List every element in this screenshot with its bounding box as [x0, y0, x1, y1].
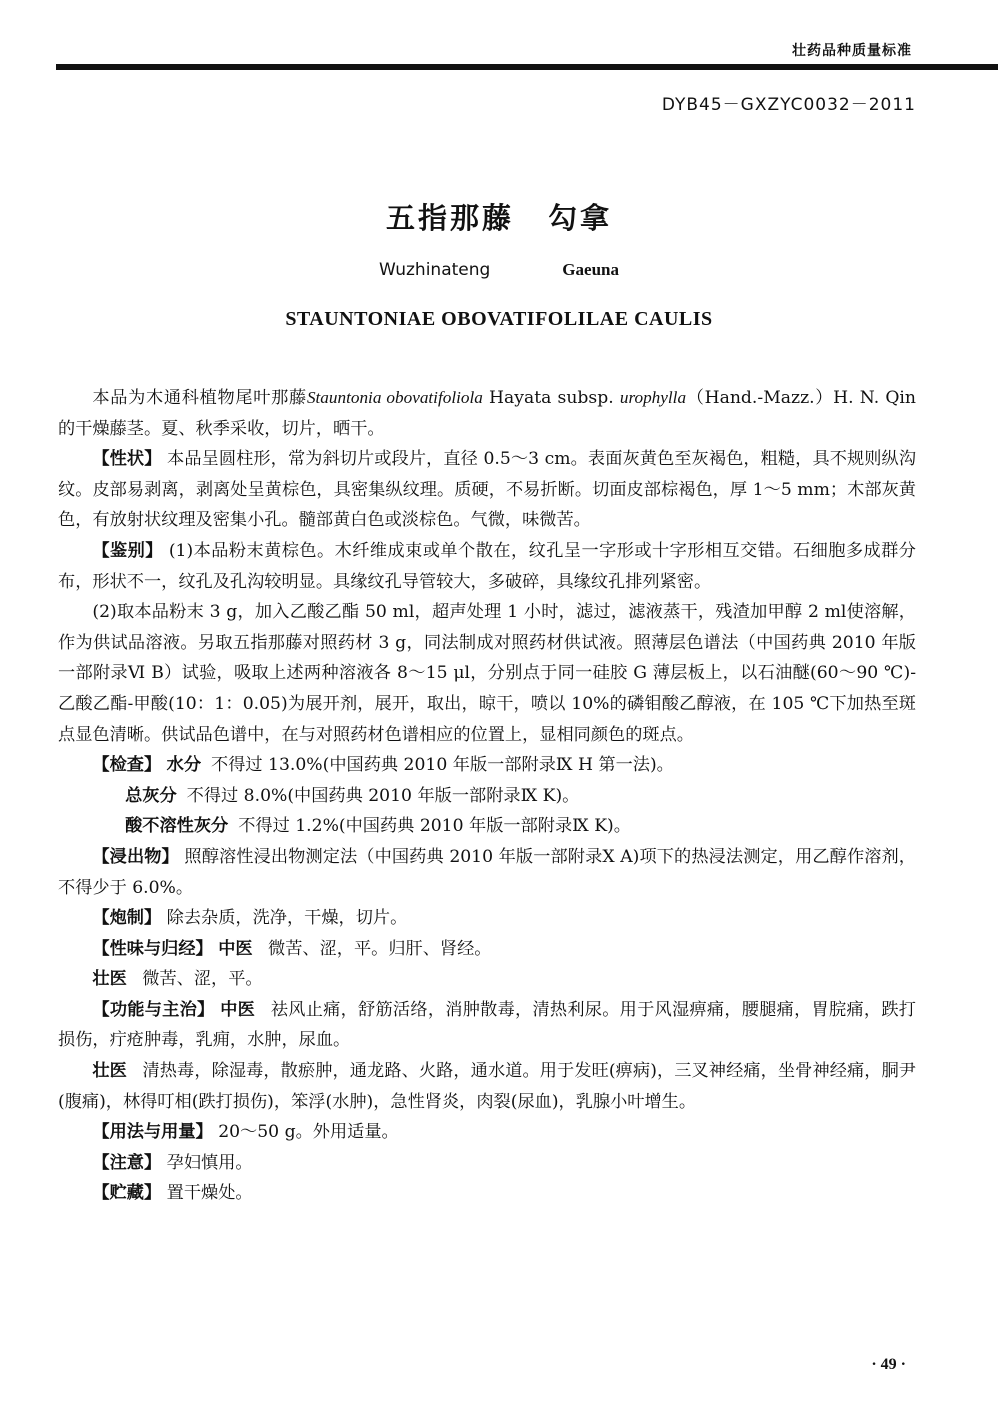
section-xingzhuang: [58, 444, 916, 536]
section-text: (2)取本品粉末 3 g，加入乙酸乙酯 50 ml，超声处理 1 小时，滤过，滤液蒸干，残渣加甲醇 2 ml使溶解，作为供试品溶液。另取五指那藤对照药材 3 g，同法制成对照药材供试液。照薄层色谱法（中国药典 2010 年版一部附录Ⅵ B）试验，吸取上述两种溶液各 8～15 μl，分别点于同一硅胶 G 薄层板上，以石油醚(60～90 ℃)-乙酸乙酯-甲酸(10：1：0.05)为展开剂，展开，取出，晾干，喷以 10%的磷钼酸乙醇液，在 105 ℃下加热至斑点显色清晰。供试品色谱中，在与对照药材色谱相应的位置上，显相同颜色的斑点。: [58, 602, 916, 745]
section-tag: 【功能与主治】: [92, 999, 215, 1020]
section-jianbie-2: [58, 597, 916, 750]
section-text: 微苦、涩，平。归肝、肾经。: [268, 938, 492, 959]
section-text: (1)本品粉末黄棕色。木纤维成束或单个散在，纹孔呈一字形或十字形相互交错。石细胞多成群分布，形状不一，纹孔及孔沟较明显。具缘纹孔导管较大，多破碎，具缘纹孔排列紧密。: [58, 540, 916, 592]
check-total-ash: [58, 781, 916, 812]
section-tag: 【性味与归经】: [92, 938, 213, 959]
section-text: 孕妇慎用。: [166, 1152, 253, 1173]
section-text: 微苦、涩，平。: [142, 969, 263, 990]
monograph-title: [0, 196, 998, 237]
intro-paragraph: [58, 383, 916, 444]
section-xingwei-zhuang: [58, 964, 916, 995]
page-number: · 49 ·: [871, 1356, 906, 1373]
section-zhuyi: [58, 1148, 916, 1179]
check-label: 总灰分: [125, 785, 177, 806]
section-text: 祛风止痛，舒筋活络，消肿散毒，清热利尿。用于风湿痹痛，腰腿痛，胃脘痛，跌打损伤，疔疮肿毒，乳痈，水肿，尿血。: [58, 999, 916, 1051]
section-tag: 【性状】: [92, 449, 162, 470]
section-zhucang: [58, 1178, 916, 1209]
section-text: 清热毒，除湿毒，散瘀肿，通龙路、火路，通水道。用于发旺(痹病)，三叉神经痛，坐骨神经痛，胴尹(腹痛)，林得叮相(跌打损伤)，笨浮(水肿)，急性肾炎，肉裂(尿血)，乳腺小叶增生。: [58, 1061, 916, 1112]
title-cn-name: 五指那藤: [385, 201, 514, 235]
section-text: 置干燥处。: [166, 1183, 253, 1204]
title-zhuang-name-cn: 勾拿: [548, 201, 613, 235]
section-xingwei: [58, 934, 916, 965]
check-label: 水分: [166, 755, 202, 776]
monograph-body: [58, 383, 916, 1209]
section-text: 20～50 g。外用适量。: [218, 1122, 399, 1143]
title-latin: STAUNTONIAE OBOVATIFOLILAE CAULIS: [285, 308, 713, 330]
title-zhuang-name: Gaeuna: [562, 260, 619, 279]
section-tag: 【用法与用量】: [92, 1122, 213, 1143]
title-romanization: [0, 260, 998, 280]
zhuang-label: 壮医: [92, 1061, 127, 1082]
check-label: 酸不溶性灰分: [125, 816, 229, 837]
subspecies-name: urophylla: [619, 388, 687, 407]
section-text: 照醇溶性浸出物测定法（中国药典 2010 年版一部附录Ⅹ A)项下的热浸法测定，用乙醇作溶剂，不得少于 6.0%。: [58, 846, 916, 898]
section-tag: 【浸出物】: [92, 846, 179, 867]
section-tag: 【炮制】: [92, 908, 162, 929]
section-jinchuwu: [58, 842, 916, 903]
tcm-label: 中医: [218, 938, 253, 959]
title-pinyin: Wuzhinateng: [379, 260, 491, 280]
tcm-label: 中医: [220, 999, 256, 1020]
check-text: 不得过 1.2%(中国药典 2010 年版一部附录Ⅸ K)。: [238, 816, 631, 837]
section-jiancha: [58, 750, 916, 781]
zhuang-label: 壮医: [92, 969, 127, 990]
header-rule: [56, 64, 998, 70]
section-gongneng: [58, 995, 916, 1056]
section-gongneng-zhuang: [58, 1056, 916, 1117]
intro-text: （Hand.-Mazz.）H. N. Qin 的干燥藤茎。夏、秋季采收，切片，晒干。: [58, 388, 917, 439]
check-acid-ash: [58, 811, 916, 842]
check-text: 不得过 8.0%(中国药典 2010 年版一部附录Ⅸ K)。: [186, 785, 580, 806]
section-yongfa: [58, 1117, 916, 1148]
section-text: 本品呈圆柱形，常为斜切片或段片，直径 0.5～3 cm。表面灰黄色至灰褐色，粗糙，具不规则纵沟纹。皮部易剥离，剥离处呈黄棕色，具密集纵纹理。质硬，不易折断。切面皮部棕褐色，厚 1～5 mm；木部灰黄色，有放射状纹理及密集小孔。髓部黄白色或淡棕色。气微，味微苦。: [58, 449, 917, 531]
section-text: 除去杂质，洗净，干燥，切片。: [166, 908, 408, 929]
running-header: 壮药品种质量标准: [792, 43, 912, 59]
intro-text: Hayata subsp.: [482, 388, 620, 408]
section-tag: 【鉴别】: [92, 540, 163, 561]
section-tag: 【贮藏】: [92, 1183, 162, 1204]
species-name: Stauntonia obovatifoliola: [306, 388, 483, 407]
section-tag: 【检查】: [92, 755, 162, 776]
section-jianbie: [58, 536, 916, 597]
standard-code: DYB45－GXZYC0032－2011: [661, 95, 916, 115]
section-tag: 【注意】: [92, 1152, 162, 1173]
section-paozhi: [58, 903, 916, 934]
check-text: 不得过 13.0%(中国药典 2010 年版一部附录Ⅸ H 第一法)。: [211, 755, 674, 776]
intro-text: 本品为木通科植物尾叶那藤: [92, 388, 307, 408]
